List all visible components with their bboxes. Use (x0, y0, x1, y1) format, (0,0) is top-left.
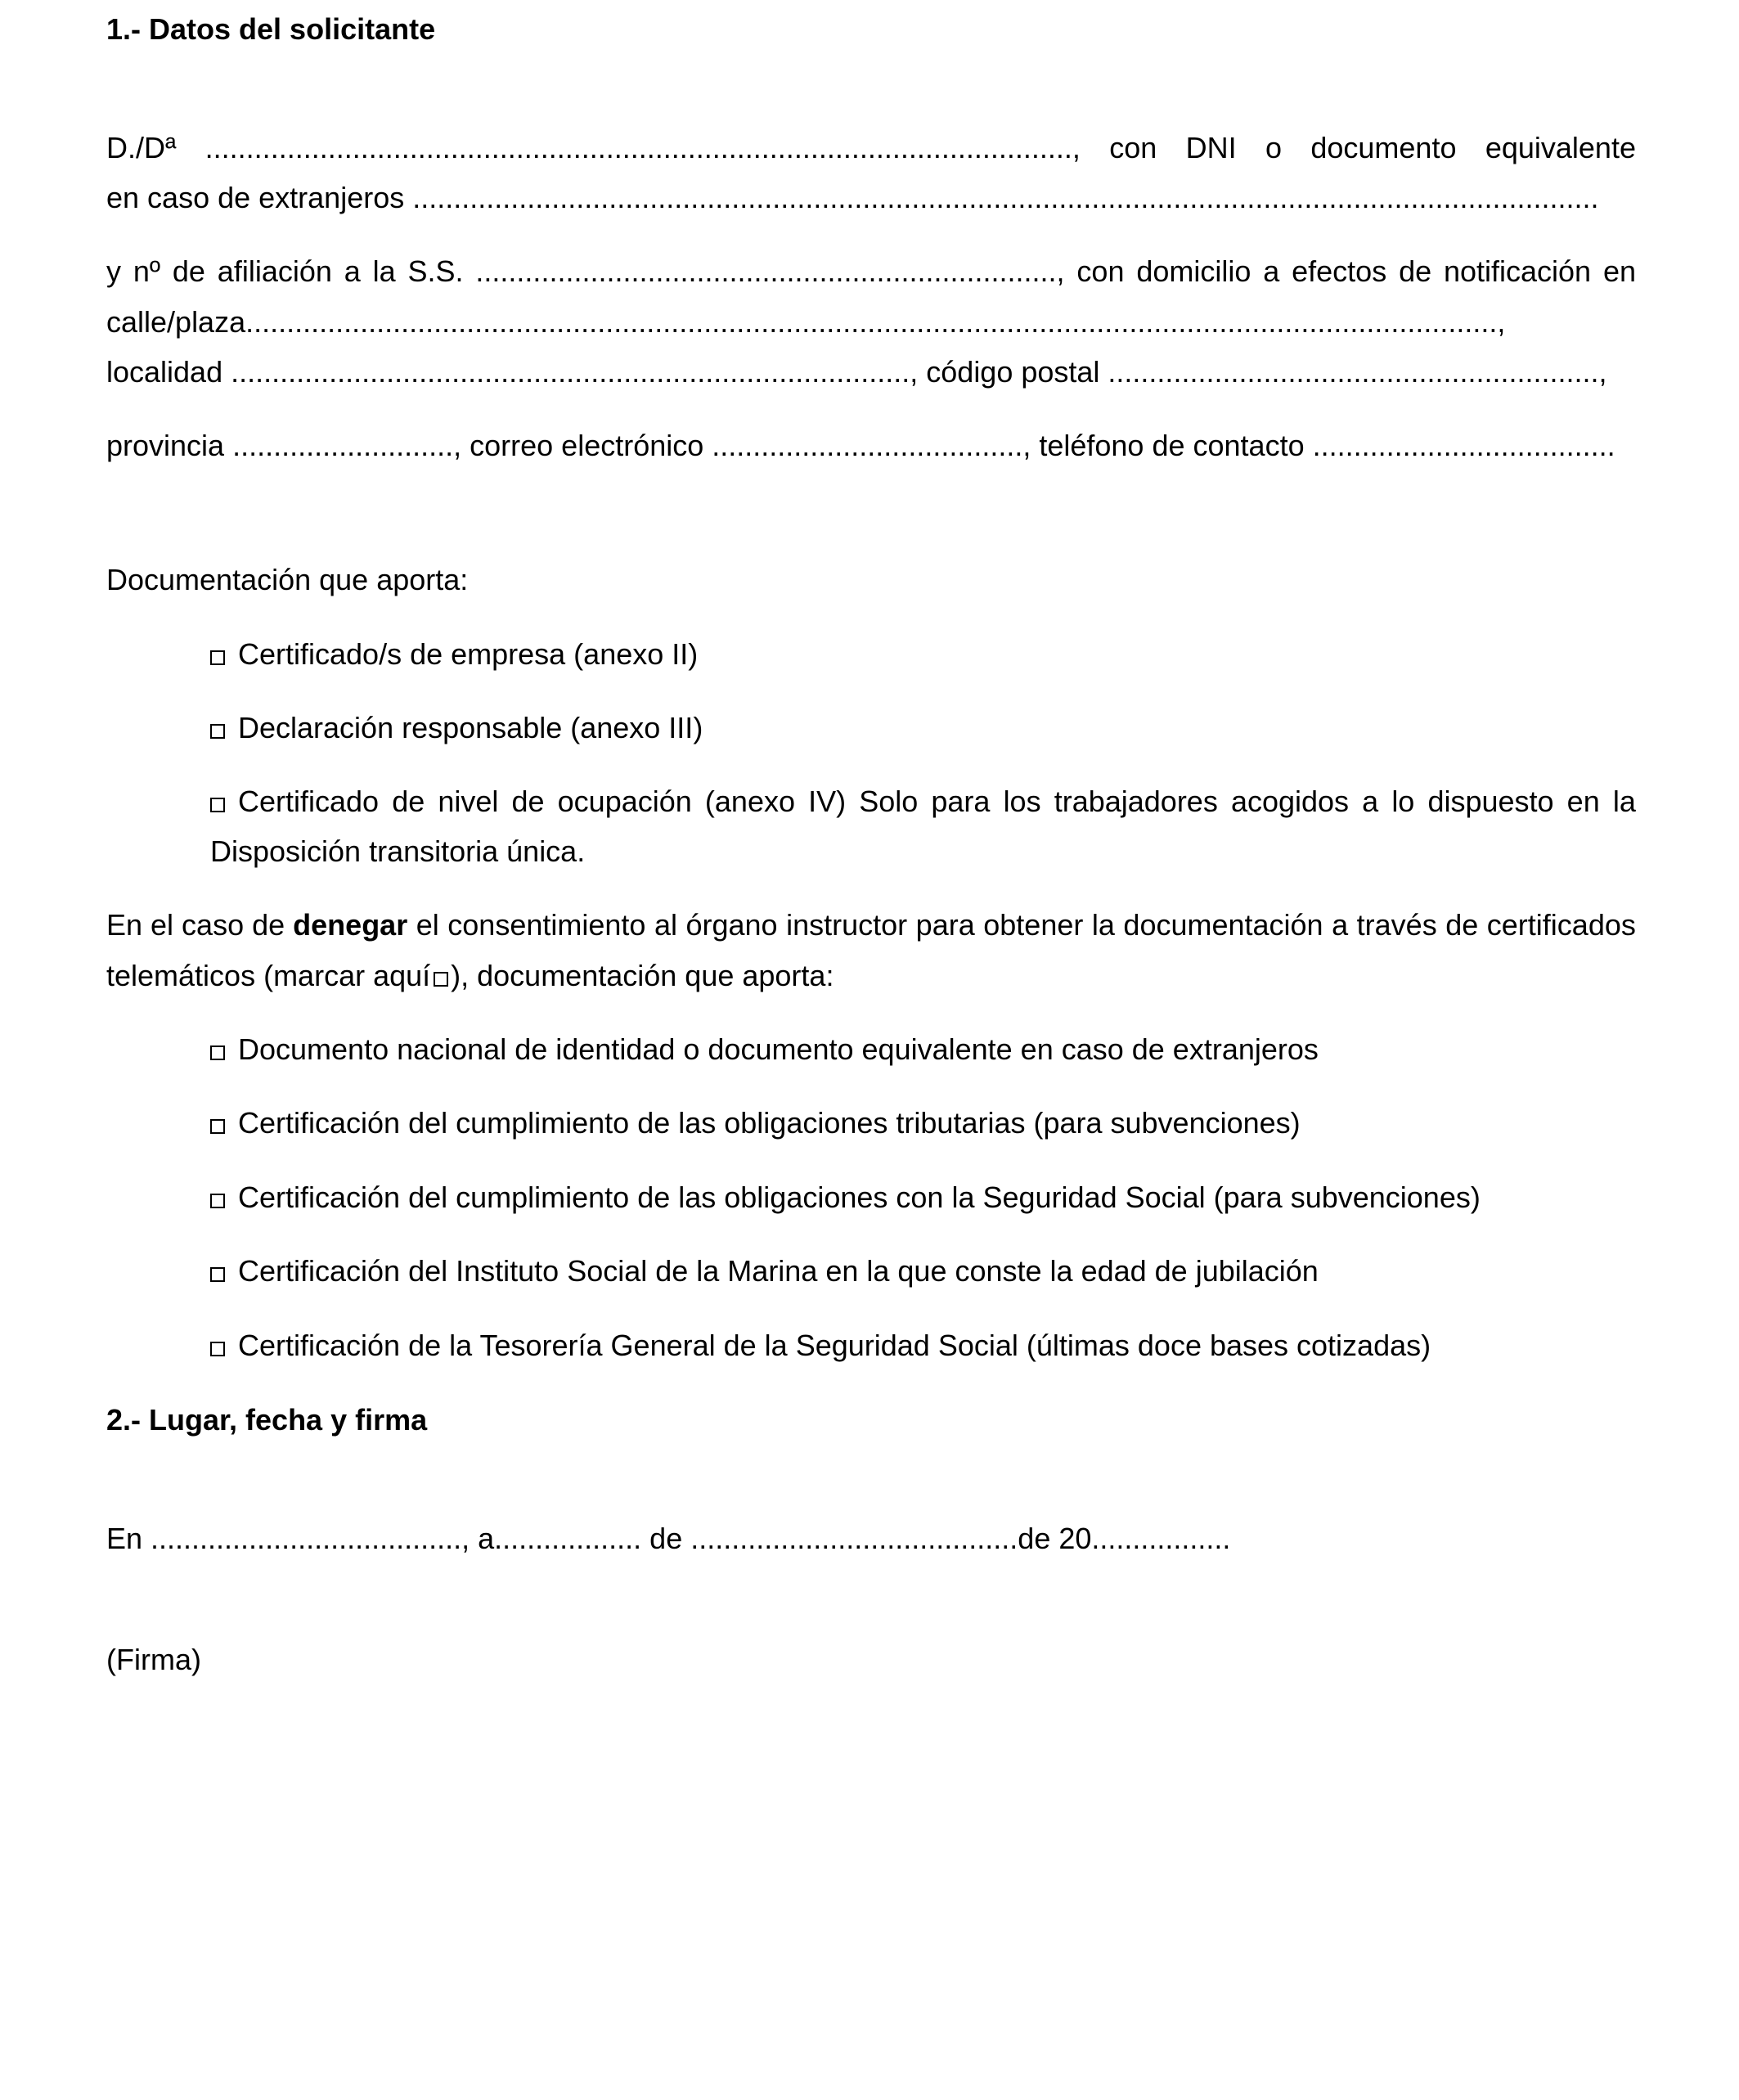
deny-checkbox-icon[interactable] (434, 972, 448, 987)
deny-item-marine-institute: Certificación del Instituto Social de la Marina en la que conste la edad de jubilación (210, 1257, 1636, 1286)
doc-item-occupation-certificate: Certificado de nivel de ocupación (anexo IV) Solo para los trabajadores acogidos a lo dispuesto en la (210, 787, 1636, 816)
doc-item-company-certificate: Certificado/s de empresa (anexo II) (210, 640, 1636, 669)
checkbox-icon[interactable] (210, 1342, 225, 1356)
applicant-name-line: D./Dª .........................................................................................................., con DNI o documento equivalente (106, 131, 1636, 164)
documentation-label: Documentación que aporta: (106, 563, 469, 596)
ss-number-field-dots[interactable]: ......................................................................., (475, 254, 1065, 288)
checkbox-icon[interactable] (210, 724, 225, 739)
deny-consent-line-2: telemáticos (marcar aquí ), documentación que aporta: (106, 959, 834, 992)
street-field-line[interactable]: calle/plaza........................................................................................................................................................., (106, 305, 1506, 339)
name-field-dots[interactable]: .........................................................................................................., (204, 131, 1081, 164)
doc-item-responsible-declaration: Declaración responsable (anexo III) (210, 713, 1636, 743)
ss-affiliation-line: y nº de afiliación a la S.S. ......................................................................., con domicilio a efectos de notificación en (106, 254, 1636, 288)
checkbox-icon[interactable] (210, 798, 225, 812)
checkbox-icon[interactable] (210, 650, 225, 665)
dni-field-line[interactable]: en caso de extranjeros ................................................................................................................................................. (106, 181, 1599, 214)
signature-label: (Firma) (106, 1643, 201, 1676)
section-2-heading: 2.- Lugar, fecha y firma (106, 1403, 428, 1437)
checkbox-icon[interactable] (210, 1267, 225, 1282)
checkbox-icon[interactable] (210, 1119, 225, 1134)
deny-item-identity-document: Documento nacional de identidad o documento equivalente en caso de extranjeros (210, 1035, 1636, 1064)
checkbox-icon[interactable] (210, 1194, 225, 1208)
province-email-phone-line[interactable]: provincia ..........................., correo electrónico ......................................, teléfono de contacto ..................................... (106, 429, 1615, 462)
deny-bold-word: denegar (293, 908, 408, 942)
deny-item-treasury: Certificación de la Tesorería General de la Seguridad Social (últimas doce bases cotizadas) (210, 1331, 1636, 1360)
label-name: D./Dª (106, 131, 177, 164)
section-1-heading: 1.- Datos del solicitante (106, 12, 436, 46)
locality-postal-line[interactable]: localidad ..................................................................................., código postal ............................................................, (106, 355, 1607, 389)
deny-item-social-security: Certificación del cumplimiento de las obligaciones con la Seguridad Social (para subvenciones) (210, 1183, 1636, 1212)
place-date-line[interactable]: En ......................................, a.................. de ........................................de 20................. (106, 1522, 1231, 1555)
deny-item-tax-obligations: Certificación del cumplimiento de las obligaciones tributarias (para subvenciones) (210, 1108, 1636, 1138)
deny-consent-line: En el caso de denegar el consentimiento al órgano instructor para obtener la documentación a través de certificados (106, 908, 1636, 942)
doc-item-occupation-certificate-cont: Disposición transitoria única. (210, 834, 586, 868)
checkbox-icon[interactable] (210, 1046, 225, 1060)
